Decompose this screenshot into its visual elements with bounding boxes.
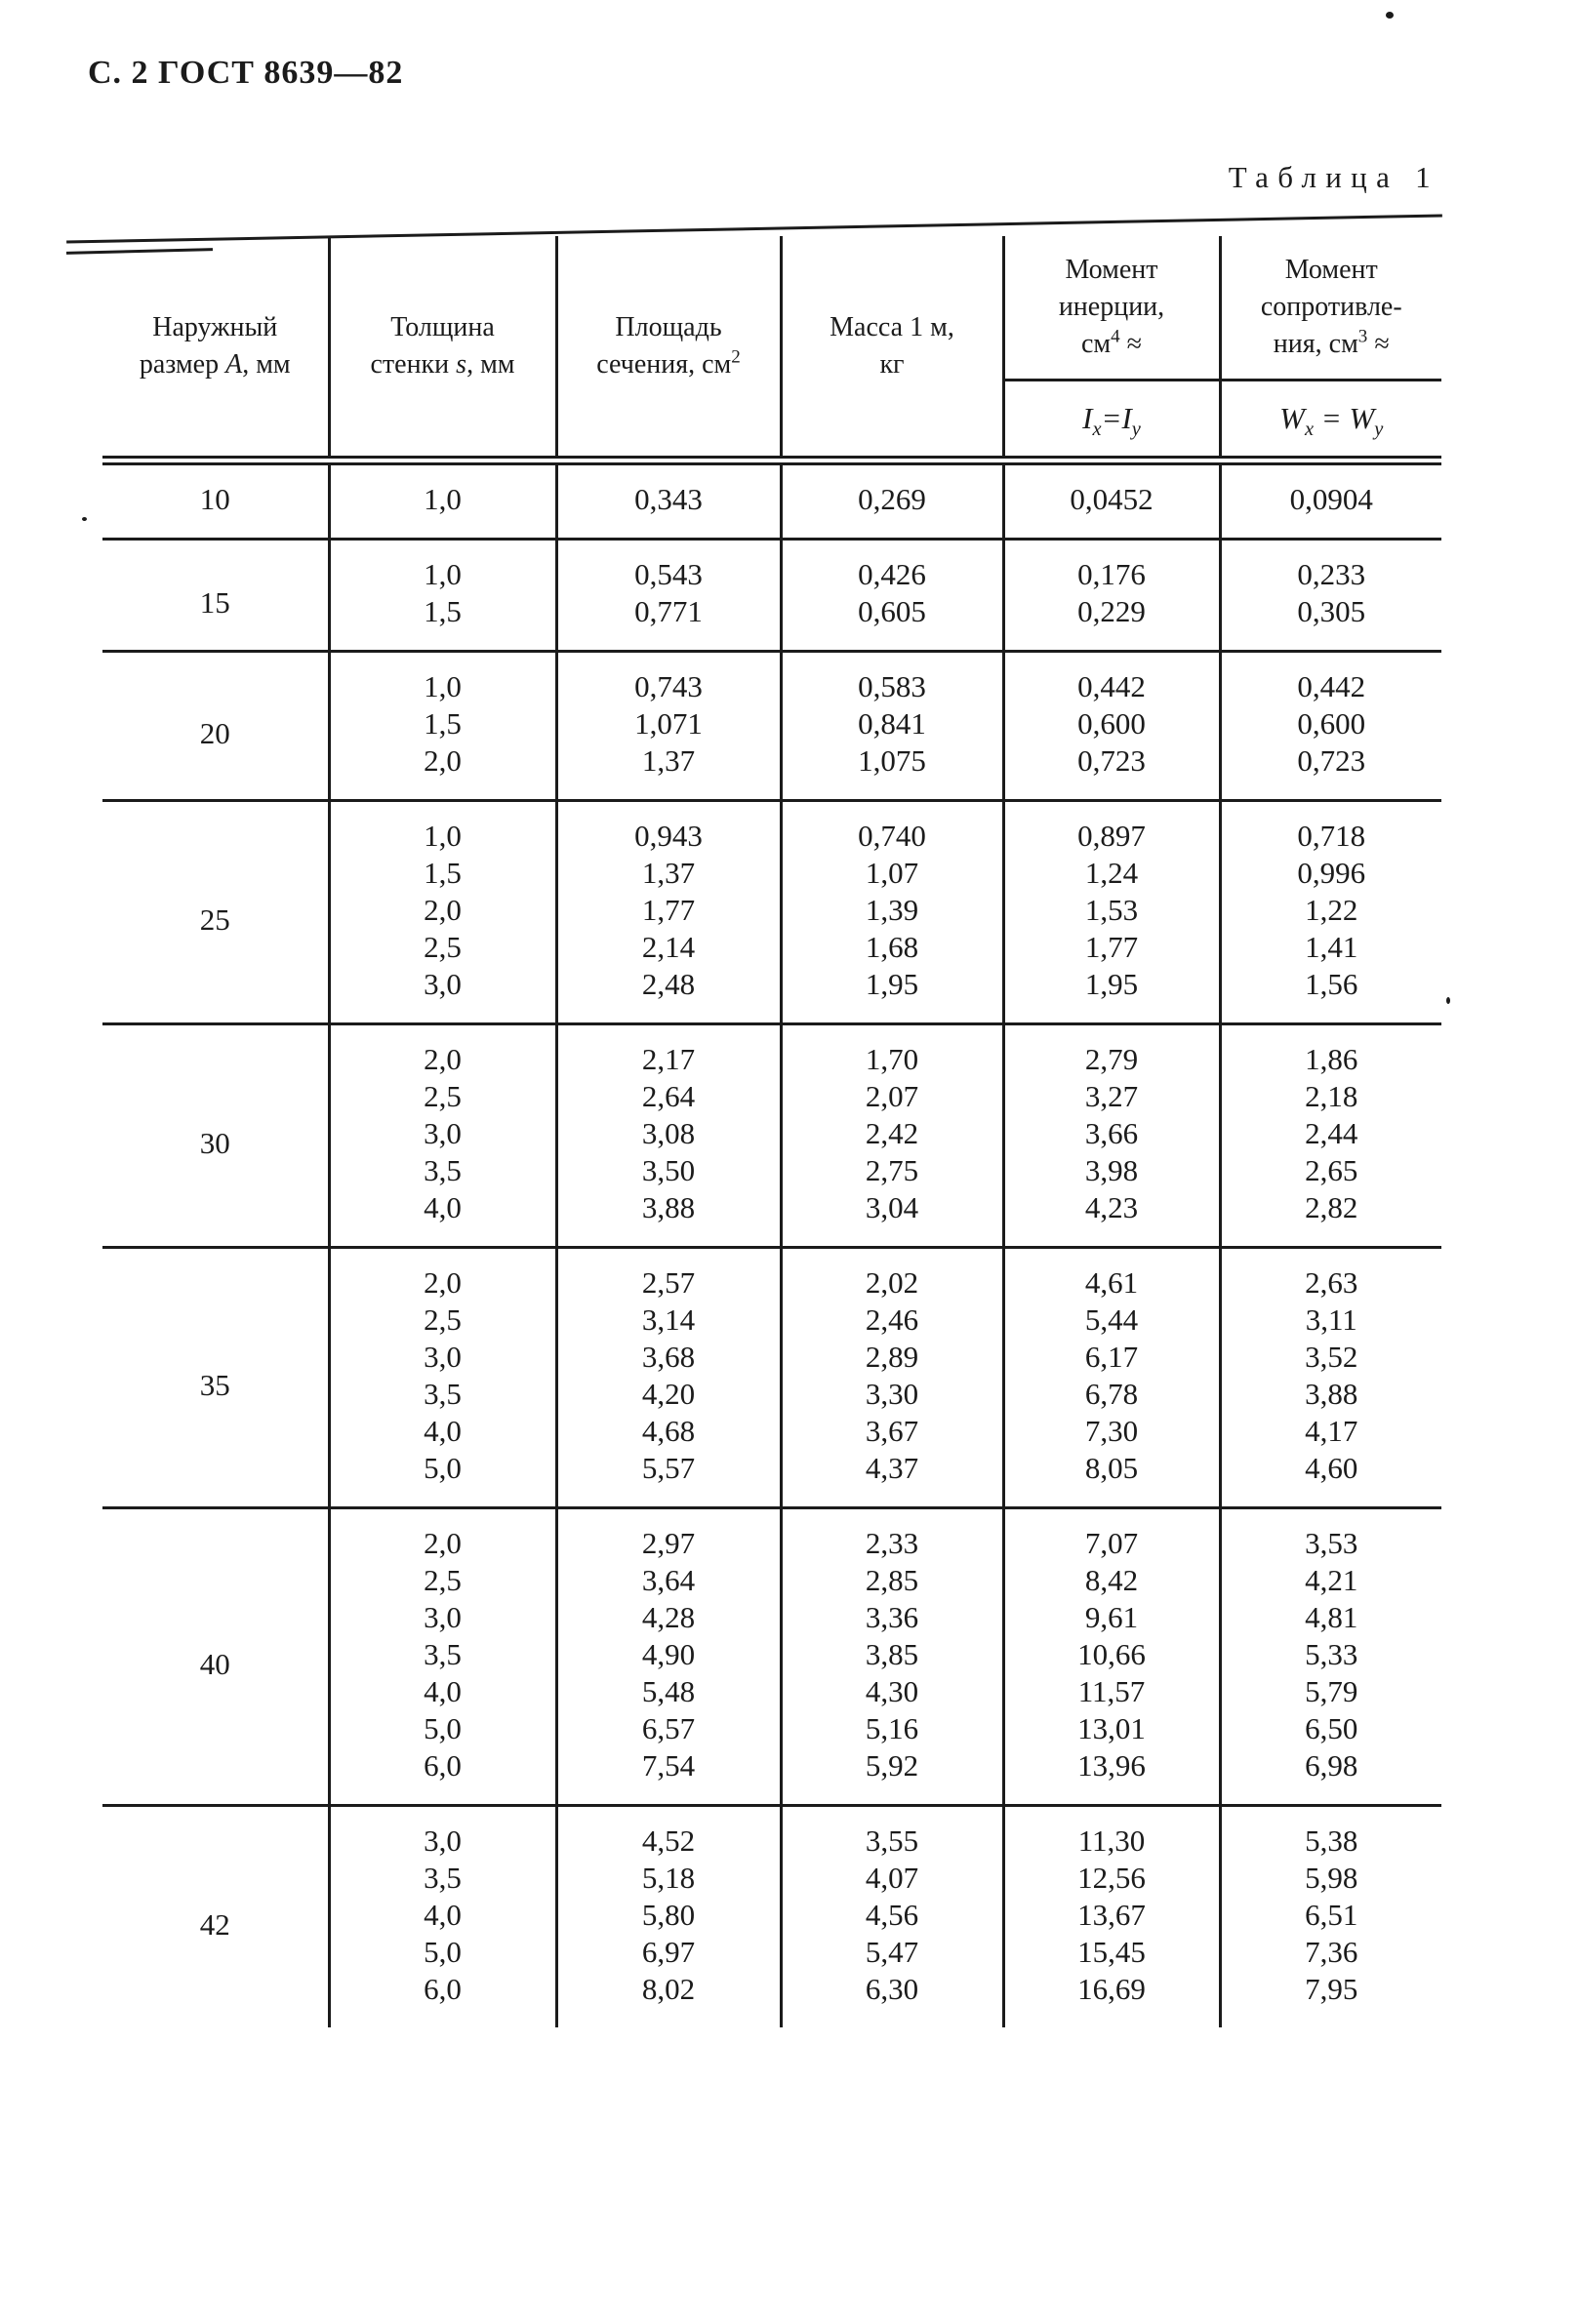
value-cell: 5,18 xyxy=(556,1860,781,1897)
value-cell: 3,0 xyxy=(329,1599,556,1636)
value-cell: 1,37 xyxy=(556,742,781,801)
value-cell: 1,071 xyxy=(556,705,781,742)
value-cell: 5,0 xyxy=(329,1450,556,1508)
value-cell: 1,5 xyxy=(329,855,556,892)
scan-speck xyxy=(82,517,87,521)
value-cell: 1,37 xyxy=(556,855,781,892)
value-cell: 4,23 xyxy=(1003,1189,1220,1248)
value-cell: 0,543 xyxy=(556,540,781,594)
value-cell: 4,07 xyxy=(781,1860,1003,1897)
value-cell: 5,47 xyxy=(781,1934,1003,1971)
equals-sign: = xyxy=(1314,401,1350,435)
value-cell: 1,95 xyxy=(1003,966,1220,1024)
value-cell: 4,0 xyxy=(329,1413,556,1450)
value-cell: 6,30 xyxy=(781,1971,1003,2027)
outer-size-cell: 25 xyxy=(199,902,230,937)
value-cell: 0,743 xyxy=(556,652,781,706)
value-cell: 1,95 xyxy=(781,966,1003,1024)
value-cell: 3,5 xyxy=(329,1376,556,1413)
value-cell: 4,0 xyxy=(329,1673,556,1710)
value-cell: 0,943 xyxy=(556,801,781,856)
value-cell: 8,05 xyxy=(1003,1450,1220,1508)
value-cell: 8,02 xyxy=(556,1971,781,2027)
outer-size-cell: 30 xyxy=(199,1126,230,1160)
col-header-text: размер xyxy=(139,348,226,380)
value-cell: 1,39 xyxy=(781,892,1003,929)
col-header-text: стенки xyxy=(370,348,457,380)
table-header xyxy=(102,236,1441,461)
value-cell: 5,33 xyxy=(1220,1636,1441,1673)
value-cell: 2,85 xyxy=(781,1562,1003,1599)
value-cell: 2,42 xyxy=(781,1115,1003,1152)
value-cell: 2,5 xyxy=(329,1078,556,1115)
value-cell: 9,61 xyxy=(1003,1599,1220,1636)
value-cell: 2,63 xyxy=(1220,1248,1441,1302)
value-cell: 1,53 xyxy=(1003,892,1220,929)
outer-size-cell: 40 xyxy=(199,1647,230,1681)
value-cell: 7,54 xyxy=(556,1747,781,1806)
size-group xyxy=(102,1248,1441,1508)
value-cell: 3,14 xyxy=(556,1302,781,1339)
value-cell: 1,075 xyxy=(781,742,1003,801)
value-cell: 1,86 xyxy=(1220,1024,1441,1079)
value-cell: 1,24 xyxy=(1003,855,1220,892)
outer-size-cell: 15 xyxy=(199,585,230,620)
value-cell: 4,81 xyxy=(1220,1599,1441,1636)
value-cell: 2,0 xyxy=(329,1024,556,1079)
value-cell: 0,718 xyxy=(1220,801,1441,856)
value-cell: 3,0 xyxy=(329,1115,556,1152)
value-cell: 0,269 xyxy=(781,461,1003,540)
col-header-text: сопротивле- xyxy=(1260,292,1402,322)
size-group xyxy=(102,652,1441,801)
value-cell: 6,0 xyxy=(329,1971,556,2027)
value-cell: 10,66 xyxy=(1003,1636,1220,1673)
value-cell: 1,5 xyxy=(329,593,556,652)
page-title: С. 2 ГОСТ 8639—82 xyxy=(88,55,404,91)
value-cell: 5,38 xyxy=(1220,1806,1441,1861)
value-cell: 3,67 xyxy=(781,1413,1003,1450)
value-cell: 0,0904 xyxy=(1220,461,1441,540)
value-cell: 1,70 xyxy=(781,1024,1003,1079)
size-group xyxy=(102,1508,1441,1806)
value-cell: 1,22 xyxy=(1220,892,1441,929)
value-cell: 4,28 xyxy=(556,1599,781,1636)
value-cell: 0,723 xyxy=(1220,742,1441,801)
subheader-wx-wy xyxy=(1220,381,1441,461)
value-cell: 3,08 xyxy=(556,1115,781,1152)
table-row xyxy=(102,1806,1441,1861)
value-cell: 2,57 xyxy=(556,1248,781,1302)
value-cell: 2,0 xyxy=(329,1248,556,1302)
value-cell: 2,14 xyxy=(556,929,781,966)
col-header-wall-thickness xyxy=(329,236,556,461)
table-row xyxy=(102,1508,1441,1563)
value-cell: 0,583 xyxy=(781,652,1003,706)
value-cell: 1,77 xyxy=(556,892,781,929)
col-header-var: А xyxy=(225,348,243,380)
outer-size-cell: 35 xyxy=(199,1368,230,1402)
value-cell: 13,96 xyxy=(1003,1747,1220,1806)
value-cell: 1,5 xyxy=(329,705,556,742)
value-cell: 3,11 xyxy=(1220,1302,1441,1339)
value-cell: 3,0 xyxy=(329,966,556,1024)
value-cell: 3,85 xyxy=(781,1636,1003,1673)
value-cell: 2,75 xyxy=(781,1152,1003,1189)
value-cell: 2,5 xyxy=(329,1302,556,1339)
value-cell: 0,229 xyxy=(1003,593,1220,652)
value-cell: 4,90 xyxy=(556,1636,781,1673)
value-cell: 2,07 xyxy=(781,1078,1003,1115)
value-cell: 2,0 xyxy=(329,1508,556,1563)
value-cell: 1,56 xyxy=(1220,966,1441,1024)
size-group xyxy=(102,1024,1441,1248)
size-group xyxy=(102,801,1441,1024)
value-cell: 0,176 xyxy=(1003,540,1220,594)
value-cell: 2,46 xyxy=(781,1302,1003,1339)
value-cell: 12,56 xyxy=(1003,1860,1220,1897)
col-header-text: сечения, см xyxy=(596,348,732,380)
value-cell: 3,53 xyxy=(1220,1508,1441,1563)
value-cell: 4,0 xyxy=(329,1189,556,1248)
value-cell: 3,30 xyxy=(781,1376,1003,1413)
value-cell: 2,0 xyxy=(329,742,556,801)
value-cell: 3,5 xyxy=(329,1636,556,1673)
value-cell: 4,61 xyxy=(1003,1248,1220,1302)
value-cell: 2,02 xyxy=(781,1248,1003,1302)
value-cell: 3,98 xyxy=(1003,1152,1220,1189)
value-cell: 5,0 xyxy=(329,1934,556,1971)
col-header-var: s xyxy=(456,348,467,380)
var: W xyxy=(1279,401,1305,435)
col-header-text: ния, см xyxy=(1273,329,1358,359)
value-cell: 5,0 xyxy=(329,1710,556,1747)
var: I xyxy=(1121,401,1132,435)
value-cell: 0,897 xyxy=(1003,801,1220,856)
value-cell: 3,5 xyxy=(329,1152,556,1189)
size-group xyxy=(102,1806,1441,2028)
value-cell: 4,17 xyxy=(1220,1413,1441,1450)
value-cell: 4,60 xyxy=(1220,1450,1441,1508)
value-cell: 0,600 xyxy=(1220,705,1441,742)
header-row-1 xyxy=(102,236,1441,381)
superscript: 4 xyxy=(1111,326,1120,347)
value-cell: 2,89 xyxy=(781,1339,1003,1376)
value-cell: 4,0 xyxy=(329,1897,556,1934)
value-cell: 3,04 xyxy=(781,1189,1003,1248)
value-cell: 3,66 xyxy=(1003,1115,1220,1152)
value-cell: 0,442 xyxy=(1003,652,1220,706)
value-cell: 5,48 xyxy=(556,1673,781,1710)
value-cell: 0,605 xyxy=(781,593,1003,652)
value-cell: 7,07 xyxy=(1003,1508,1220,1563)
value-cell: 3,52 xyxy=(1220,1339,1441,1376)
value-cell: 2,48 xyxy=(556,966,781,1024)
value-cell: 4,37 xyxy=(781,1450,1003,1508)
value-cell: 2,33 xyxy=(781,1508,1003,1563)
value-cell: 2,17 xyxy=(556,1024,781,1079)
value-cell: 0,771 xyxy=(556,593,781,652)
value-cell: 0,233 xyxy=(1220,540,1441,594)
table-row xyxy=(102,540,1441,594)
table-caption: Таблица 1 xyxy=(1228,160,1439,194)
subscript: y xyxy=(1131,419,1141,441)
var: I xyxy=(1082,401,1093,435)
spec-table xyxy=(102,236,1441,2027)
col-header-text: , мм xyxy=(242,348,291,380)
value-cell: 0,442 xyxy=(1220,652,1441,706)
value-cell: 5,79 xyxy=(1220,1673,1441,1710)
value-cell: 2,82 xyxy=(1220,1189,1441,1248)
value-cell: 2,97 xyxy=(556,1508,781,1563)
value-cell: 0,723 xyxy=(1003,742,1220,801)
value-cell: 4,20 xyxy=(556,1376,781,1413)
col-header-text: инерции, xyxy=(1058,292,1165,322)
value-cell: 5,92 xyxy=(781,1747,1003,1806)
size-group xyxy=(102,461,1441,540)
value-cell: 3,5 xyxy=(329,1860,556,1897)
value-cell: 6,78 xyxy=(1003,1376,1220,1413)
value-cell: 4,30 xyxy=(781,1673,1003,1710)
value-cell: 13,67 xyxy=(1003,1897,1220,1934)
value-cell: 0,841 xyxy=(781,705,1003,742)
value-cell: 6,57 xyxy=(556,1710,781,1747)
col-header-text: Момент xyxy=(1065,255,1158,285)
value-cell: 1,0 xyxy=(329,540,556,594)
col-header-moment-of-inertia xyxy=(1003,236,1220,381)
value-cell: 0,740 xyxy=(781,801,1003,856)
outer-size-cell: 20 xyxy=(199,716,230,750)
value-cell: 0,426 xyxy=(781,540,1003,594)
value-cell: 2,0 xyxy=(329,892,556,929)
subheader-ix-iy xyxy=(1003,381,1220,461)
value-cell: 2,5 xyxy=(329,1562,556,1599)
subscript: x xyxy=(1092,419,1102,441)
col-header-section-modulus xyxy=(1220,236,1441,381)
col-header-mass xyxy=(781,236,1003,461)
value-cell: 2,79 xyxy=(1003,1024,1220,1079)
value-cell: 0,305 xyxy=(1220,593,1441,652)
subscript: x xyxy=(1304,419,1315,441)
value-cell: 0,343 xyxy=(556,461,781,540)
value-cell: 7,95 xyxy=(1220,1971,1441,2027)
subscript: y xyxy=(1374,419,1384,441)
value-cell: 2,5 xyxy=(329,929,556,966)
value-cell: 5,80 xyxy=(556,1897,781,1934)
value-cell: 3,27 xyxy=(1003,1078,1220,1115)
value-cell: 16,69 xyxy=(1003,1971,1220,2027)
table-row xyxy=(102,1248,1441,1302)
value-cell: 2,65 xyxy=(1220,1152,1441,1189)
value-cell: 6,0 xyxy=(329,1747,556,1806)
col-header-text: Площадь xyxy=(615,311,722,342)
table-row xyxy=(102,801,1441,856)
col-header-outer-size xyxy=(102,236,329,461)
value-cell: 5,44 xyxy=(1003,1302,1220,1339)
value-cell: 3,64 xyxy=(556,1562,781,1599)
value-cell: 4,56 xyxy=(781,1897,1003,1934)
value-cell: 3,0 xyxy=(329,1806,556,1861)
col-header-text: Толщина xyxy=(390,311,495,342)
value-cell: 6,50 xyxy=(1220,1710,1441,1747)
value-cell: 5,16 xyxy=(781,1710,1003,1747)
superscript: 3 xyxy=(1357,326,1368,347)
value-cell: 7,30 xyxy=(1003,1413,1220,1450)
value-cell: 3,88 xyxy=(556,1189,781,1248)
table-row xyxy=(102,652,1441,706)
value-cell: 4,21 xyxy=(1220,1562,1441,1599)
col-header-text: Масса 1 м, xyxy=(830,311,954,342)
value-cell: 1,77 xyxy=(1003,929,1220,966)
value-cell: 3,88 xyxy=(1220,1376,1441,1413)
value-cell: 3,0 xyxy=(329,1339,556,1376)
value-cell: 3,68 xyxy=(556,1339,781,1376)
value-cell: 6,97 xyxy=(556,1934,781,1971)
value-cell: 3,50 xyxy=(556,1152,781,1189)
value-cell: 2,64 xyxy=(556,1078,781,1115)
scan-speck xyxy=(1446,997,1450,1004)
value-cell: 6,98 xyxy=(1220,1747,1441,1806)
value-cell: 1,07 xyxy=(781,855,1003,892)
approx-sign: ≈ xyxy=(1119,329,1143,359)
value-cell: 2,44 xyxy=(1220,1115,1441,1152)
value-cell: 4,52 xyxy=(556,1806,781,1861)
value-cell: 6,17 xyxy=(1003,1339,1220,1376)
value-cell: 13,01 xyxy=(1003,1710,1220,1747)
value-cell: 6,51 xyxy=(1220,1897,1441,1934)
value-cell: 0,996 xyxy=(1220,855,1441,892)
value-cell: 1,41 xyxy=(1220,929,1441,966)
col-header-section-area xyxy=(556,236,781,461)
var: W xyxy=(1349,401,1375,435)
col-header-text: см xyxy=(1080,329,1112,359)
value-cell: 5,57 xyxy=(556,1450,781,1508)
equals-sign: = xyxy=(1101,401,1122,435)
value-cell: 4,68 xyxy=(556,1413,781,1450)
outer-size-cell: 10 xyxy=(199,482,230,516)
table-row xyxy=(102,1024,1441,1079)
value-cell: 0,600 xyxy=(1003,705,1220,742)
value-cell: 11,57 xyxy=(1003,1673,1220,1710)
table-row xyxy=(102,461,1441,540)
value-cell: 7,36 xyxy=(1220,1934,1441,1971)
value-cell: 1,0 xyxy=(329,801,556,856)
value-cell: 8,42 xyxy=(1003,1562,1220,1599)
scan-speck xyxy=(1386,12,1394,19)
col-header-text: Момент xyxy=(1284,255,1378,285)
col-header-text: , мм xyxy=(466,348,515,380)
outer-size-cell: 42 xyxy=(199,1907,230,1942)
value-cell: 1,0 xyxy=(329,461,556,540)
value-cell: 11,30 xyxy=(1003,1806,1220,1861)
value-cell: 3,36 xyxy=(781,1599,1003,1636)
superscript: 2 xyxy=(731,346,741,368)
approx-sign: ≈ xyxy=(1367,329,1390,359)
size-group xyxy=(102,540,1441,652)
value-cell: 1,68 xyxy=(781,929,1003,966)
value-cell: 5,98 xyxy=(1220,1860,1441,1897)
value-cell: 0,0452 xyxy=(1003,461,1220,540)
value-cell: 1,0 xyxy=(329,652,556,706)
value-cell: 2,18 xyxy=(1220,1078,1441,1115)
col-header-text: Наружный xyxy=(152,311,278,342)
value-cell: 3,55 xyxy=(781,1806,1003,1861)
value-cell: 15,45 xyxy=(1003,1934,1220,1971)
col-header-text: кг xyxy=(879,348,905,380)
